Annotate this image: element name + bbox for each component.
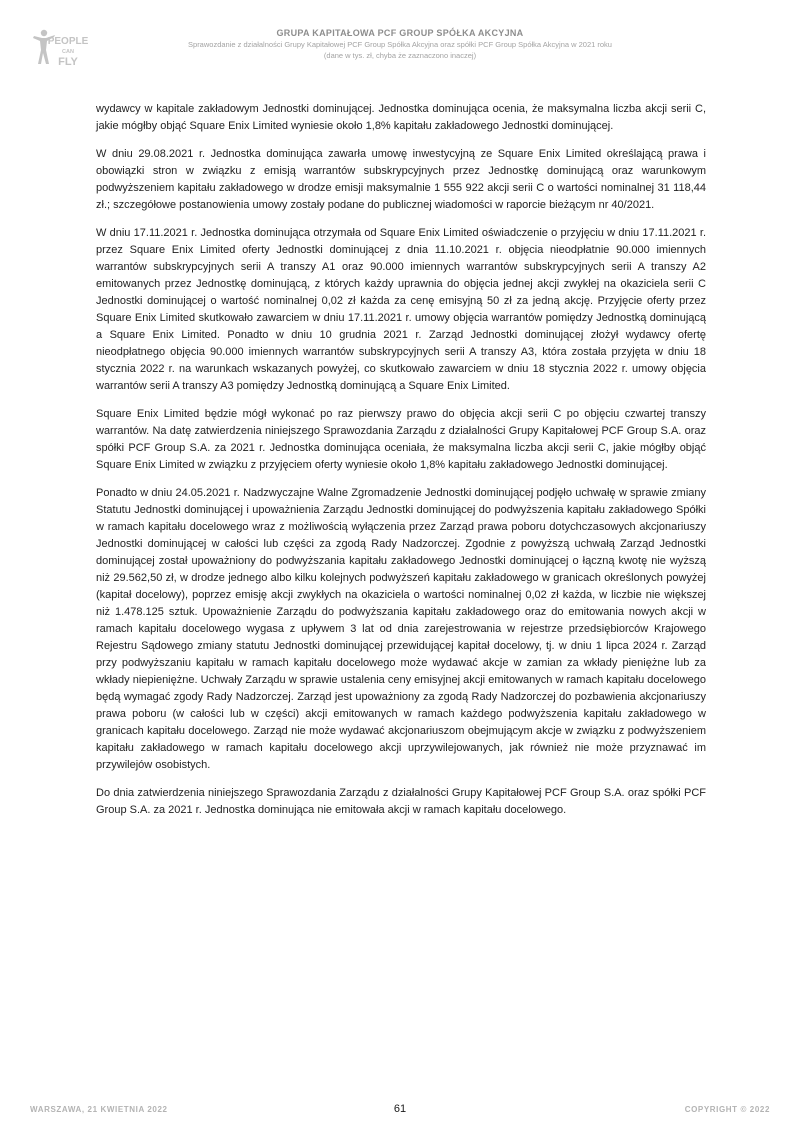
company-logo xyxy=(30,24,92,76)
paragraph: W dniu 17.11.2021 r. Jednostka dominująca otrzymała od Square Enix Limited oświadczenie o przyjęciu w dniu 17.11.2021 r. przez Square Enix Limited oferty Jednostki dominującej z dnia 11.10.2021 r. objęcia nieodpłatnie 90.000 imiennych warrantów subskrypcyjnych serii A transzy A1 oraz 90.000 imiennych warrantów subskrypcyjnych serii A transzy A2 emitowanych przez Jednostkę dominującą, z których każdy uprawnia do objęcia jednej akcji zwykłej na okaziciela serii C Jednostki dominującej o wartość nominalnej 0,02 zł każda za cenę emisyjną 50 zł za jedną akcję. Przyjęcie oferty przez Square Enix Limited skutkowało zawarciem w dniu 17.11.2021 r. umowy objęcia warrantów pomiędzy Jednostką dominującą a Square Enix Limited. Ponadto w dniu 10 grudnia 2021 r. Zarząd Jednostki dominującej złożył wydawcy ofertę nieodpłatnego objęcia 90.000 imiennych warrantów subskrypcyjnych serii A transzy A3, która została przyjęta w dniu 18 stycznia 2022 r. na warunkach wskazanych powyżej, co skutkowało zawarciem w dniu 18 stycznia 2022 r. umowy objęcia warrantów serii A transzy A3 pomiędzy Jednostką dominującą a Square Enix Limited. xyxy=(96,227,706,392)
logo-text-can: CAN xyxy=(62,49,74,55)
paragraph: wydawcy w kapitale zakładowym Jednostki dominującej. Jednostka dominująca ocenia, że maksymalna liczba akcji serii C, jakie mógłby objąć Square Enix Limited wyniesie około 1,8% kapitału zakładowego Jednostki dominującej. xyxy=(96,103,706,132)
logo-text-people: PEOPLE xyxy=(47,36,89,47)
page-number: 61 xyxy=(393,1103,407,1115)
paragraph: Square Enix Limited będzie mógł wykonać po raz pierwszy prawo do objęcia akcji serii C po objęciu czwartej transzy warrantów. Na datę zatwierdzenia niniejszego Sprawozdania Zarządu z działalności Grupy Kapitałowej PCF Group S.A. oraz spółki PCF Group S.A. za 2021 r. Jednostka dominująca oceniała, że maksymalna liczba akcji serii C, jakie mógłby objąć Square Enix Limited w związku z przyjęciem oferty wyniesie około 1,8% kapitału zakładowego Jednostki dominującej. xyxy=(96,408,706,471)
report-units-note: (dane w tys. zł, chyba że zaznaczono inaczej) xyxy=(323,51,477,60)
report-subtitle: Sprawozdanie z działalności Grupy Kapitałowej PCF Group Spółka Akcyjna oraz spółki PCF Group Spółka Akcyjna w 2021 roku xyxy=(188,40,612,49)
document-body xyxy=(96,101,706,830)
logo-text-fly: FLY xyxy=(58,56,78,68)
document-header xyxy=(140,28,660,61)
paragraph: Ponadto w dniu 24.05.2021 r. Nadzwyczajne Walne Zgromadzenie Jednostki dominującej podjęło uchwałę w sprawie zmiany Statutu Jednostki dominującej i upoważnienia Zarządu Jednostki dominującej do podwyższenia kapitału zakładowego Spółki w ramach kapitału docelowego wraz z możliwością wyłączenia przez Zarząd prawa poboru dotychczasowych akcjonariuszy Jednostki dominującej w całości lub części za zgodą Rady Nadzorczej. Zgodnie z powyższą uchwałą Zarząd Jednostki dominującej został upoważniony do podwyższania kapitału zakładowego Jednostki dominującej o łączną kwotę nie wyższą niż 29.562,50 zł, w drodze jednego albo kilku kolejnych podwyższeń kapitału zakładowego w granicach określonych powyżej (kapitał docelowy), poprzez emisję akcji zwykłych na okaziciela o wartości nominalnej 0,02 zł każda, w liczbie nie większej niż 1.478.125 sztuk. Upoważnienie Zarządu do podwyższania kapitału zakładowego oraz do emitowania nowych akcji w ramach kapitału docelowego wygasa z upływem 3 lat od dnia zarejestrowania w rejestrze przedsiębiorców Krajowego Rejestru Sądowego zmiany statutu Jednostki dominującej przewidującej kapitał docelowy, tj. w dniu 1 lipca 2024 r. Zarząd przy podwyższaniu kapitału w ramach kapitału docelowego może wydawać akcje w zamian za wkłady pieniężne lub za wkłady niepieniężne. Uchwały Zarządu w sprawie ustalenia ceny emisyjnej akcji emitowanych w ramach kapitału docelowego będą wymagać zgody Rady Nadzorczej. Zarząd jest upoważniony za zgodą Rady Nadzorczej do pozbawienia akcjonariuszy prawa poboru (w całości lub w części) akcji emitowanych w ramach każdego podwyższenia kapitału zakładowego w granicach kapitału docelowego. Zarząd nie może wydawać akcjonariuszom obejmującym akcje w związku z podwyższeniem kapitału zakładowego w ramach kapitału docelowego akcji uprzywilejowanych, jak również nie może przyznawać im przywilejów osobistych. xyxy=(96,487,706,771)
people-can-fly-logo xyxy=(30,24,92,76)
footer-place-date: WARSZAWA, 21 KWIETNIA 2022 xyxy=(30,1105,168,1114)
footer-copyright: COPYRIGHT © 2022 xyxy=(684,1105,770,1114)
document-footer xyxy=(0,1103,800,1117)
company-name: GRUPA KAPITAŁOWA PCF GROUP SPÓŁKA AKCYJNA xyxy=(276,28,524,38)
paragraph: W dniu 29.08.2021 r. Jednostka dominująca zawarła umowę inwestycyjną ze Square Enix Limited określającą prawa i obowiązki stron w związku z emisją warrantów subskrypcyjnych przez Jednostkę dominującą oraz warunkowym podwyższeniem kapitału zakładowego w drodze emisji maksymalnie 1 555 922 akcji serii C o wartości nominalnej 31 118,44 zł.; szczegółowe postanowienia umowy zostały podane do publicznej wiadomości w raporcie bieżącym nr 40/2021. xyxy=(96,148,706,211)
paragraph: Do dnia zatwierdzenia niniejszego Sprawozdania Zarządu z działalności Grupy Kapitałowej PCF Group S.A. oraz spółki PCF Group S.A. za 2021 r. Jednostka dominująca nie emitowała akcji w ramach kapitału docelowego. xyxy=(96,787,706,816)
